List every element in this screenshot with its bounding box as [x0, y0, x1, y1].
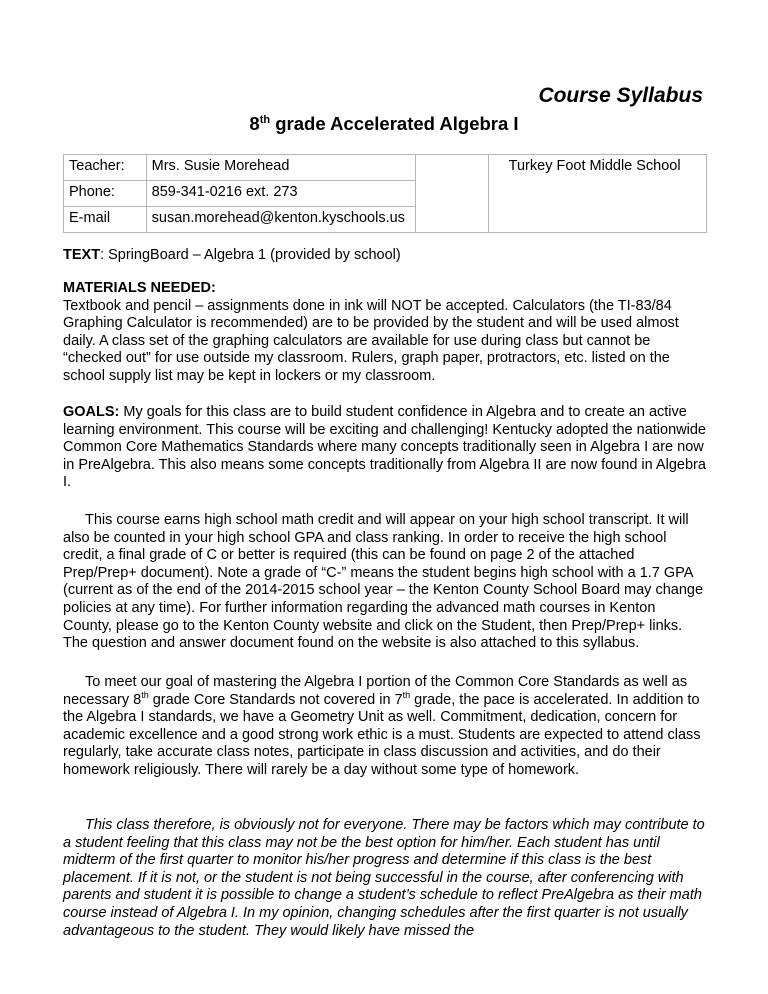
phone-value: 859-341-0216 ext. 273	[146, 181, 416, 207]
text-label: TEXT	[63, 247, 101, 263]
pace-sup-2: th	[402, 689, 411, 700]
teacher-label: Teacher:	[64, 155, 147, 181]
pace-part-1: To meet our goal of mastering the Algebra I portion of the Common Core Standards as well as necessary 8	[63, 674, 688, 708]
pace-sup-1: th	[141, 689, 149, 700]
title-grade-suffix: th	[259, 113, 271, 126]
goals-section	[63, 404, 707, 492]
email-label: E-mail	[64, 207, 147, 233]
text-value: : SpringBoard – Algebra 1 (provided by school)	[100, 247, 401, 263]
teacher-row	[64, 155, 707, 181]
email-value: susan.morehead@kenton.kyschools.us	[146, 207, 416, 233]
school-name: Turkey Foot Middle School	[488, 155, 706, 233]
pace-part-2: grade Core Standards not covered in 7	[148, 691, 403, 708]
materials-body: Textbook and pencil – assignments done in ink will NOT be accepted. Calculators (the TI-83/84 Graphing Calculator is recommended) are to be provided by the student and will be used almost daily. A class set of the graphing calculators are available for use during class but cannot be “checked out” for use outside my classroom. Rulers, graph paper, protractors, etc. listed on the school supply list may be kept in lockers or my classroom.	[63, 297, 679, 384]
title-course-name: grade Accelerated Algebra I	[270, 113, 519, 134]
materials-heading: MATERIALS NEEDED:	[63, 280, 216, 296]
pace-paragraph	[63, 674, 707, 780]
goals-body: My goals for this class are to build student confidence in Algebra and to create an active learning environment. This course will be exciting and challenging! Kentucky adopted the nationwide Common Core Mathematics Standards where many concepts traditionally seen in Algebra I are now in PreAlgebra. This also means some concepts traditionally from Algebra II are now found in Algebra I.	[63, 404, 706, 491]
title-grade-number: 8	[249, 113, 260, 134]
phone-label: Phone:	[64, 181, 147, 207]
page-title	[0, 113, 768, 135]
teacher-info-table	[63, 154, 707, 233]
goals-heading: GOALS:	[63, 404, 120, 420]
teacher-value: Mrs. Susie Morehead	[146, 155, 416, 181]
caution-paragraph: This class therefore, is obviously not for everyone. There may be factors which may contribute to a student feeling that this class may not be the best option for him/her. Each student has until midterm of the first quarter to monitor his/her progress and determine if this class is the best placement. If it is not, or the student is not being successful in the course, after conferencing with parents and student it is possible to change a student’s schedule to reflect PreAlgebra as their math course instead of Algebra I. In my opinion, changing schedules after the first quarter is not usually advantageous to the student. They would likely have missed the	[63, 817, 705, 939]
text-section	[63, 247, 707, 265]
pace-part-3: grade, the pace is accelerated. In addition to the Algebra I standards, we have a Geometry Unit as well. Commitment, dedication, concern for academic excellence and a good strong work ethic is a must. Students are expected to attend class regularly, take accurate class notes, participate in class discussion and activities, and do their homework religiously. There will rarely be a day without some type of homework.	[63, 691, 701, 778]
credit-paragraph: This course earns high school math credit and will appear on your high school transcript. It will also be counted in your high school GPA and class ranking. In order to receive the high school credit, a final grade of C or better is required (this can be found on page 2 of the attached Prep/Prep+ document). Note a grade of “C-” means the student begins high school with a 1.7 GPA (current as of the end of the 2014-2015 school year – the Kenton County School Board may change policies at any time). For further information regarding the advanced math courses in Kenton County, please go to the Kenton County website and click on the Student, then Prep/Prep+ links. The question and answer document found on the website is also attached to this syllabus.	[63, 512, 704, 652]
materials-section	[63, 280, 707, 386]
spacer-cell	[416, 155, 488, 233]
course-syllabus-heading: Course Syllabus	[538, 84, 703, 107]
